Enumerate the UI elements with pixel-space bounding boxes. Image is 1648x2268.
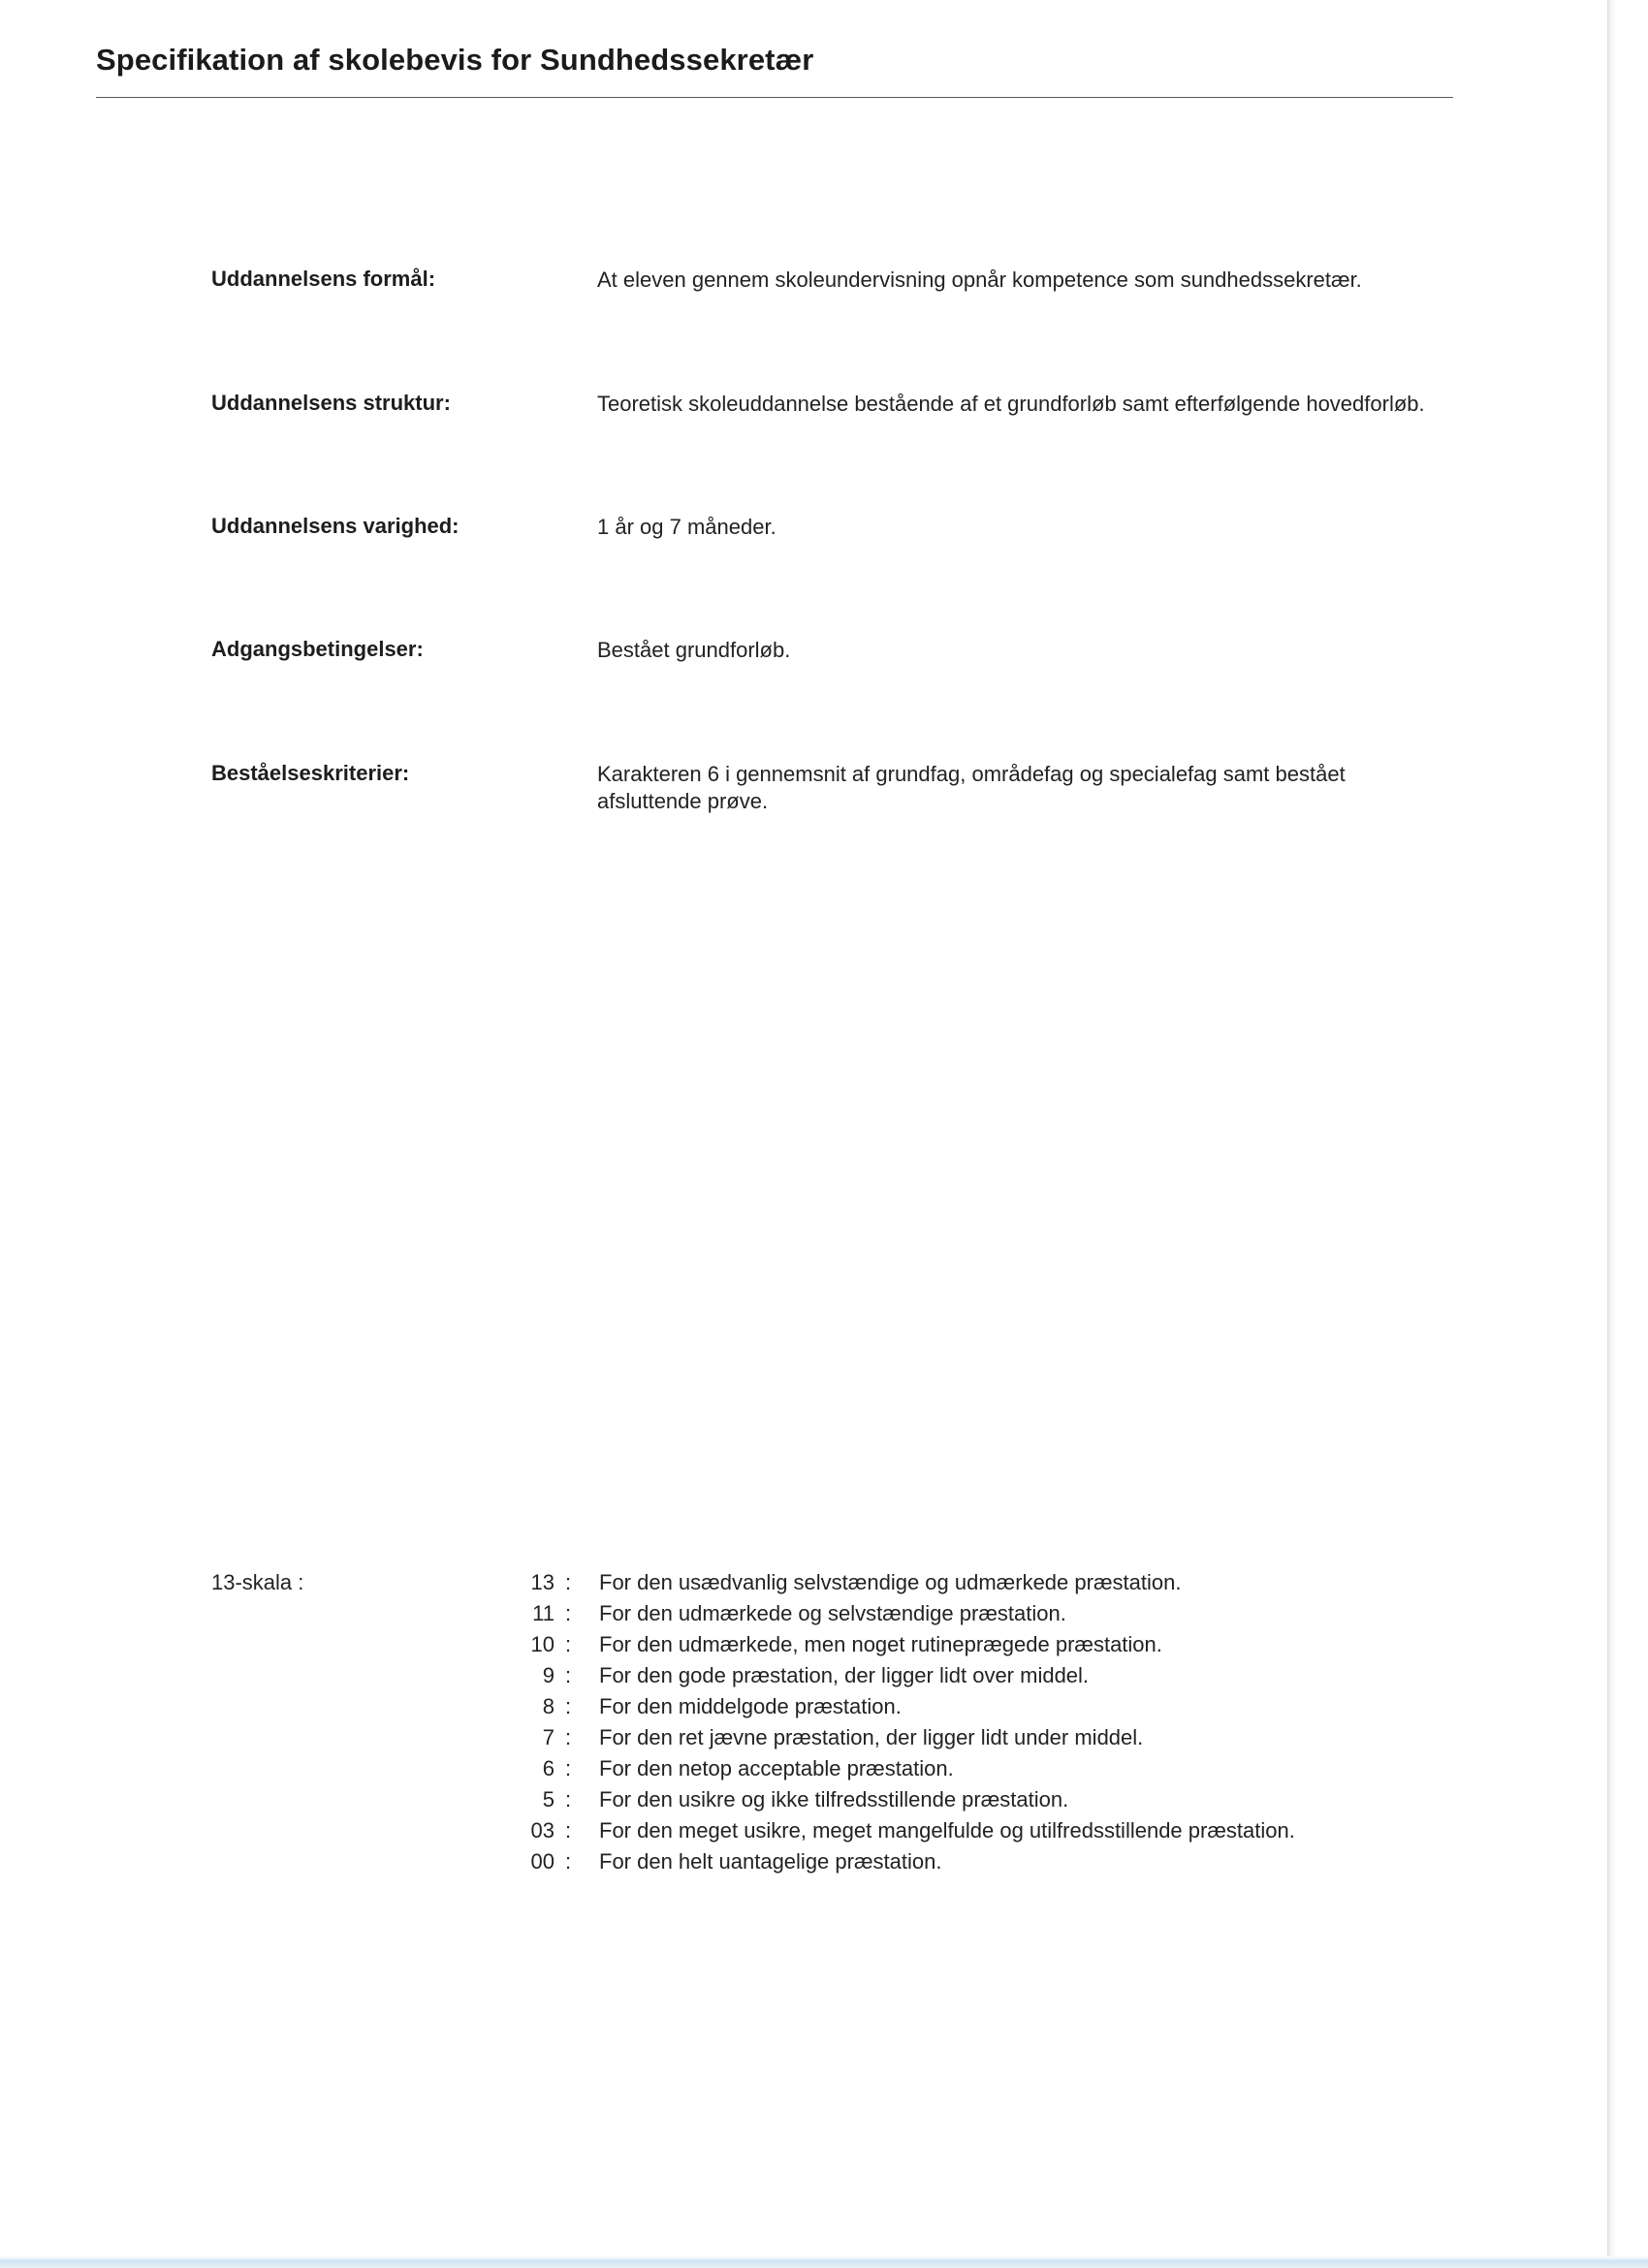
grade-scale-item [514, 1722, 1386, 1753]
grade-description: For den udmærkede, men noget rutineprægede præstation. [599, 1632, 1162, 1656]
spec-value: Bestået grundforløb. [597, 638, 791, 662]
spec-label: Beståelseskriterier: [211, 761, 410, 785]
page-title: Specifikation af skolebevis for Sundhedssekretær [96, 43, 814, 77]
grade-scale-list [514, 1567, 1386, 1877]
grade-description: For den ret jævne præstation, der ligger lidt under middel. [599, 1725, 1144, 1749]
spec-value: Teoretisk skoleuddannelse bestående af et grundforløb samt efterfølgende hovedforløb. [597, 392, 1425, 416]
spec-label: Uddannelsens formål: [211, 267, 436, 291]
scan-edge-right [1607, 0, 1648, 2268]
grade-separator: : [565, 1570, 572, 1594]
scan-edge-bottom [0, 2256, 1648, 2268]
grade-description: For den middelgode præstation. [599, 1694, 902, 1718]
grade-value: 9 [542, 1663, 555, 1687]
grade-value: 13 [530, 1570, 555, 1594]
grade-separator: : [565, 1818, 572, 1843]
grade-separator: : [565, 1601, 572, 1625]
grade-value: 7 [542, 1725, 555, 1749]
grade-value: 8 [542, 1694, 555, 1718]
grade-scale-item [514, 1660, 1386, 1691]
grade-value: 6 [542, 1756, 555, 1780]
grade-description: For den meget usikre, meget mangelfulde og utilfredsstillende præstation. [599, 1818, 1295, 1843]
grade-description: For den udmærkede og selvstændige præstation. [599, 1601, 1066, 1625]
grade-description: For den usædvanlig selvstændige og udmærkede præstation. [599, 1570, 1182, 1594]
grade-separator: : [565, 1725, 572, 1749]
grade-scale-item [514, 1567, 1386, 1598]
spec-label: Uddannelsens struktur: [211, 391, 451, 415]
grade-description: For den gode præstation, der ligger lidt over middel. [599, 1663, 1090, 1687]
spec-label: Adgangsbetingelser: [211, 637, 424, 661]
spec-value: 1 år og 7 måneder. [597, 515, 776, 539]
grade-description: For den usikre og ikke tilfredsstillende præstation. [599, 1787, 1069, 1811]
spec-value: At eleven gennem skoleundervisning opnår kompetence som sundhedssekretær. [597, 268, 1362, 292]
grade-description: For den netop acceptable præstation. [599, 1756, 954, 1780]
spec-value: Karakteren 6 i gennemsnit af grundfag, områdefag og specialefag samt bestået afsluttende prøve. [597, 762, 1346, 813]
grade-separator: : [565, 1632, 572, 1656]
grade-value: 11 [532, 1601, 555, 1625]
grade-description: For den helt uantagelige præstation. [599, 1849, 942, 1874]
grade-scale-item [514, 1815, 1386, 1846]
grade-scale-item [514, 1598, 1386, 1629]
grade-separator: : [565, 1694, 572, 1718]
grade-scale-item [514, 1784, 1386, 1815]
grade-separator: : [565, 1787, 572, 1811]
grade-scale-item [514, 1846, 1386, 1877]
spec-label: Uddannelsens varighed: [211, 514, 460, 538]
grade-scale-item [514, 1629, 1386, 1660]
grade-value: 03 [530, 1818, 555, 1843]
grade-value: 10 [530, 1632, 555, 1656]
header-divider [96, 97, 1453, 98]
grade-scale-item [514, 1753, 1386, 1784]
grade-separator: : [565, 1663, 572, 1687]
grade-value: 5 [542, 1787, 555, 1811]
grade-value: 00 [530, 1849, 555, 1874]
grade-scale-item [514, 1691, 1386, 1722]
grade-separator: : [565, 1849, 572, 1874]
grade-scale-label: 13-skala : [211, 1570, 304, 1594]
grade-separator: : [565, 1756, 572, 1780]
